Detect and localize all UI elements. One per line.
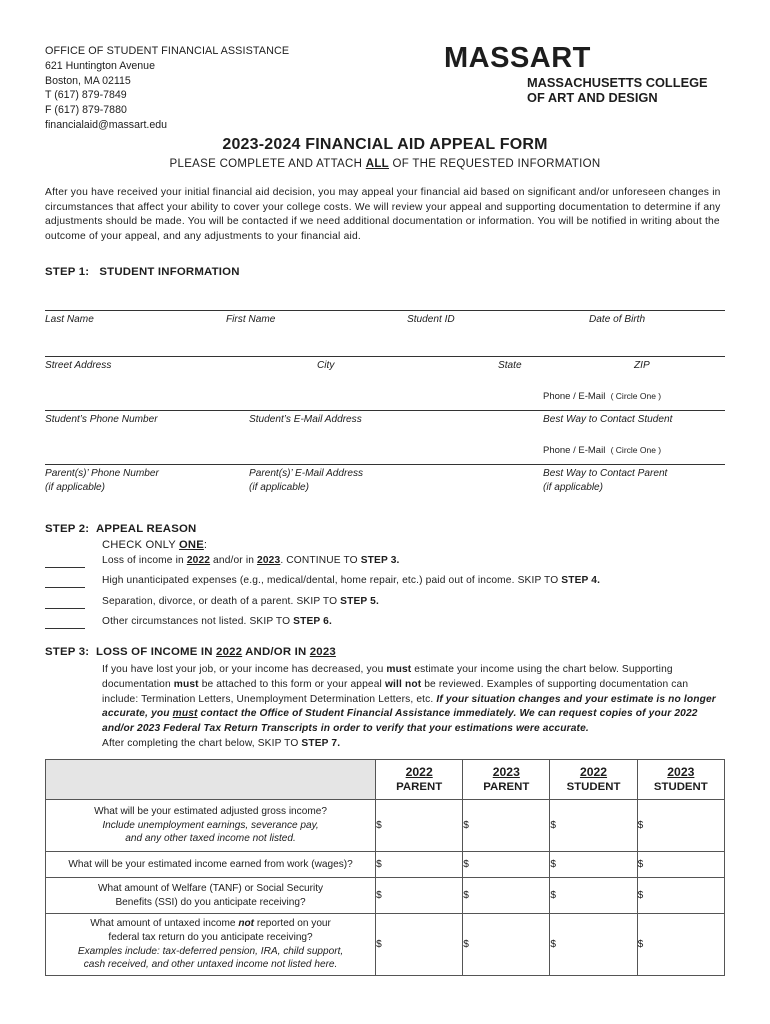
step2-heading [45, 523, 196, 535]
reason-option-1 [102, 555, 400, 566]
step3-year-2022: 2022 [216, 646, 243, 658]
best-way-contact-student-field[interactable]: Best Way to Contact Student [543, 414, 673, 425]
check-only-one [102, 539, 207, 551]
reason-1-text-a: Loss of income in [102, 555, 187, 566]
student-contact-options [543, 391, 661, 402]
q3-line-1: What amount of Welfare (TANF) or Social Security [97, 882, 324, 894]
reason-1-text-e: . CONTINUE TO [280, 555, 361, 566]
q3-line-2: Benefits (SSI) do you anticipate receiving? [115, 896, 306, 908]
welfare-2023-student-input[interactable]: $ [637, 878, 724, 914]
reason-1-year-2023: 2023 [257, 555, 281, 566]
office-phone: T (617) 879-7849 [45, 89, 127, 102]
street-address-field[interactable]: Street Address [45, 360, 112, 371]
first-name-field[interactable]: First Name [226, 314, 276, 325]
table-header-row [46, 760, 725, 800]
s3-must-3: must [172, 708, 198, 720]
q4-line-4: cash received, and other untaxed income not listed here. [83, 959, 338, 971]
zip-field[interactable]: ZIP [634, 360, 650, 371]
logo-line-1: MASSACHUSETTS COLLEGE [527, 75, 708, 90]
office-fax: F (617) 879-7880 [45, 104, 127, 117]
col-year: 2022 [405, 765, 433, 779]
reason-2-step: STEP 4. [561, 575, 601, 586]
untaxed-2022-parent-input[interactable]: $ [376, 914, 463, 976]
intro-paragraph: After you have received your initial financial aid decision, you may appeal your financial aid based on significant and/or unforeseen changes in circumstances that affect your ability to cover your college costs. We will review your appeal and supporting documentation to determine if any adjustments should be made. You will be contacted if we need additional documentation or information. You will be notified in writing about the outcome of your appeal, and any adjustments to your financial aid. [45, 187, 721, 243]
col-who: PARENT [483, 781, 530, 793]
row1-line [45, 310, 725, 311]
reason-1-step: STEP 3. [360, 555, 400, 566]
step1-number: STEP 1: [45, 266, 90, 278]
step3-heading [45, 646, 336, 658]
table-row [46, 914, 725, 976]
massart-logo [444, 42, 708, 105]
best-way-contact-parent-field[interactable] [543, 467, 667, 495]
reason-checkbox-3[interactable] [45, 608, 85, 609]
question-welfare [46, 878, 376, 914]
col-2023-student [637, 760, 724, 800]
subtitle-after: OF THE REQUESTED INFORMATION [389, 158, 601, 170]
income-estimate-table [45, 759, 725, 976]
q4-line-1 [46, 917, 375, 931]
form-title: 2023-2024 FINANCIAL AID APPEAL FORM [222, 136, 548, 153]
parent-email-label: Parent(s)’ E-Mail Address [249, 468, 364, 479]
circle-one-note: ( Circle One ) [610, 391, 662, 401]
q1-line-1: What will be your estimated adjusted gross income? [94, 806, 327, 818]
untaxed-2023-parent-input[interactable]: $ [463, 914, 550, 976]
s3-will-not: will not [384, 678, 422, 690]
reason-1-year-2022: 2022 [186, 555, 211, 566]
logo-line-2-prefix: OF [527, 89, 545, 105]
q4-line-2: federal tax return do you anticipate receiving? [108, 931, 313, 943]
student-phone-field[interactable]: Student’s Phone Number [45, 414, 158, 425]
subtitle-before: PLEASE COMPLETE AND ATTACH [169, 158, 366, 170]
student-id-field[interactable]: Student ID [407, 314, 455, 325]
state-field[interactable]: State [498, 360, 522, 371]
step3-title-b: AND/OR IN [242, 646, 310, 658]
logo-college-name [527, 76, 747, 105]
reason-checkbox-4[interactable] [45, 628, 85, 629]
col-who: STUDENT [566, 781, 621, 793]
office-contact [45, 44, 289, 133]
check-suffix: : [203, 539, 208, 551]
agi-2022-student-input[interactable]: $ [550, 800, 637, 852]
reason-option-4 [102, 616, 332, 627]
step1-title: STUDENT INFORMATION [99, 266, 240, 278]
table-row [46, 852, 725, 878]
row4-line [45, 464, 725, 465]
col-who: STUDENT [653, 781, 708, 793]
wages-2022-student-input[interactable]: $ [550, 852, 637, 878]
s3-warning-a: If your situation changes and your estimate is no longer accurate, you [102, 693, 716, 720]
wages-2023-student-input[interactable]: $ [637, 852, 724, 878]
col-year: 2023 [492, 765, 520, 779]
table-header-blank [46, 760, 376, 800]
logo-line-2-bold: ART AND DESIGN [547, 89, 658, 105]
s3-after-step: STEP 7. [301, 737, 341, 749]
step3-year-2023: 2023 [309, 646, 336, 658]
step2-title: APPEAL REASON [95, 523, 197, 535]
wages-2022-parent-input[interactable]: $ [376, 852, 463, 878]
question-wages: What will be your estimated income earned from work (wages)? [46, 852, 376, 878]
row2-line [45, 356, 725, 357]
parent-contact-options [543, 445, 661, 456]
s3-must-1: must [386, 664, 412, 675]
reason-checkbox-2[interactable] [45, 587, 85, 588]
question-agi [46, 800, 376, 852]
office-email: financialaid@massart.edu [45, 118, 168, 131]
step3-title-a: LOSS OF INCOME IN [95, 646, 217, 658]
s3-p2: estimate your income using the chart below. Supporting documentation [102, 664, 673, 690]
if-applicable-note: (if applicable) [249, 482, 310, 493]
s3-after-a: After completing the chart below, SKIP TO [102, 737, 302, 749]
if-applicable-note: (if applicable) [45, 482, 106, 493]
parent-email-field[interactable] [249, 467, 363, 495]
welfare-2022-parent-input[interactable]: $ [376, 878, 463, 914]
student-contact-phone-email[interactable]: Phone / E-Mail [543, 391, 606, 402]
office-address-1: 621 Huntington Avenue [45, 59, 155, 72]
q4-line-1a: What amount of untaxed income [90, 918, 239, 930]
s3-warning-b: contact the Office of Student Financial Assistance immediately. We can request copies of your 2022 and/or 2023 Federal Tax Return Transcripts in order to verify that your estimations were accurate. [102, 708, 698, 735]
reason-2-text: High unanticipated expenses (e.g., medical/dental, home repair, etc.) paid out of income. SKIP TO [102, 575, 562, 586]
col-year: 2022 [579, 765, 608, 779]
reason-option-2 [102, 575, 600, 586]
q1-line-3: and any other taxed income not listed. [125, 833, 296, 845]
table-row [46, 878, 725, 914]
q4-line-3: Examples include: tax-deferred pension, IRA, child support, [77, 945, 344, 957]
if-applicable-note: (if applicable) [543, 482, 604, 493]
best-way-contact-parent-label: Best Way to Contact Parent [543, 468, 668, 479]
reason-3-step: STEP 5. [340, 596, 379, 607]
col-2023-parent [463, 760, 550, 800]
form-subtitle [0, 158, 770, 170]
s3-must-2: must [173, 678, 199, 690]
parent-phone-label: Parent(s)’ Phone Number [45, 468, 159, 479]
untaxed-2022-student-input[interactable]: $ [550, 914, 637, 976]
agi-2023-parent-input[interactable]: $ [463, 800, 550, 852]
agi-2022-parent-input[interactable]: $ [376, 800, 463, 852]
q4-line-1c: reported on your [254, 918, 331, 930]
office-address-2: Boston, MA 02115 [45, 74, 131, 87]
welfare-2022-student-input[interactable]: $ [550, 878, 637, 914]
col-who: PARENT [396, 781, 443, 793]
parent-phone-field[interactable] [45, 467, 159, 495]
step1-heading [45, 266, 240, 278]
parent-contact-phone-email[interactable]: Phone / E-Mail [543, 445, 606, 456]
reason-4-step: STEP 6. [293, 616, 332, 627]
question-untaxed [46, 914, 376, 976]
step3-instructions [102, 663, 727, 752]
reason-option-3 [102, 596, 379, 607]
reason-4-text: Other circumstances not listed. SKIP TO [102, 616, 294, 627]
q1-line-2: Include unemployment earnings, severance pay, [102, 819, 319, 831]
table-row [46, 800, 725, 852]
city-field[interactable]: City [317, 360, 335, 371]
reason-1-text-c: and/or in [210, 555, 258, 566]
s3-p1: If you have lost your job, or your income has decreased, you [102, 664, 387, 675]
student-email-field[interactable]: Student’s E-Mail Address [249, 414, 362, 425]
step2-number: STEP 2: [45, 523, 90, 535]
untaxed-2023-student-input[interactable]: $ [637, 914, 724, 976]
reason-3-text: Separation, divorce, or death of a parent. SKIP TO [102, 596, 341, 607]
col-2022-parent [376, 760, 463, 800]
office-name: OFFICE OF STUDENT FINANCIAL ASSISTANCE [45, 45, 290, 57]
check-emphasis: ONE [179, 539, 204, 551]
col-2022-student [550, 760, 637, 800]
welfare-2023-parent-input[interactable]: $ [463, 878, 550, 914]
reason-checkbox-1[interactable] [45, 567, 85, 568]
agi-2023-student-input[interactable]: $ [637, 800, 724, 852]
col-year: 2023 [667, 765, 695, 779]
s3-p3: be attached to this form or your appeal [198, 678, 385, 690]
row3-line [45, 410, 725, 411]
logo-line-2 [527, 91, 747, 106]
subtitle-emphasis: ALL [365, 158, 389, 170]
s3-p4: be reviewed. Examples of supporting documentation can include: Termination Letters, Unemployment Determination Letters, etc. [102, 678, 689, 705]
circle-one-note: ( Circle One ) [610, 445, 662, 455]
last-name-field[interactable]: Last Name [45, 314, 94, 325]
logo-wordmark: MASSART [444, 42, 591, 74]
date-of-birth-field[interactable]: Date of Birth [589, 314, 646, 325]
step3-number: STEP 3: [45, 646, 90, 658]
q4-not: not [238, 918, 255, 930]
wages-2023-parent-input[interactable]: $ [463, 852, 550, 878]
check-prefix: CHECK ONLY [102, 539, 180, 551]
